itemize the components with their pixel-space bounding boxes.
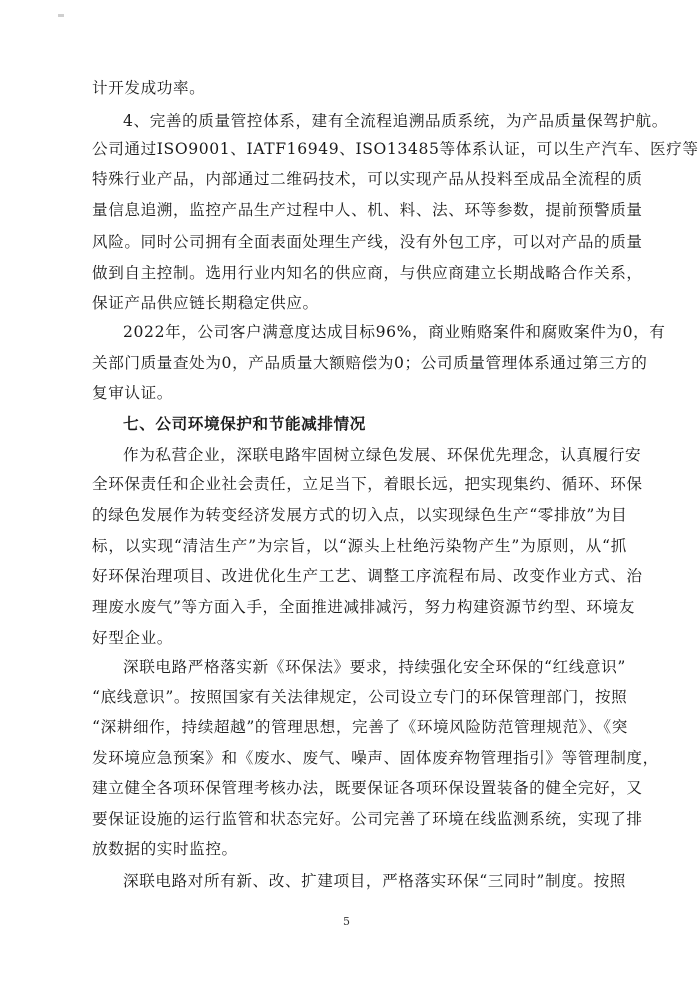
text-line: 全环保责任和企业社会责任，立足当下，着眼长远，把实现集约、循环、环保 xyxy=(92,475,643,493)
text-line: 放数据的实时监控。 xyxy=(92,840,238,858)
text-line: 风险。同时公司拥有全面表面处理生产线，没有外包工序，可以对产品的质量 xyxy=(92,233,643,251)
text-line: “深耕细作，持续超越”的管理思想，完善了《环境风险防范管理规范》、《突 xyxy=(92,718,628,736)
text-line: 理废水废气”等方面入手，全面推进减排减污，努力构建资源节约型、环境友 xyxy=(92,598,635,616)
text-line: 计开发成功率。 xyxy=(92,79,206,97)
text-line: 保证产品供应链长期稳定供应。 xyxy=(92,294,319,312)
text-line: 标，以实现“清洁生产”为宗旨，以“源头上杜绝污染物产生”为原则，从“抓 xyxy=(92,537,627,555)
text-line: 量信息追溯，监控产品生产过程中人、机、料、法、环等参数，提前预警质量 xyxy=(92,201,643,219)
text-line: 好型企业。 xyxy=(92,629,173,647)
text-line: 作为私营企业，深联电路牢固树立绿色发展、环保优先理念，认真履行安 xyxy=(123,446,642,464)
scan-mark xyxy=(58,14,64,17)
text-line: 好环保治理项目、改进优化生产工艺、调整工序流程布局、改变作业方式、治 xyxy=(92,567,643,585)
text-line: 复审认证。 xyxy=(92,384,173,402)
page-number: 5 xyxy=(343,915,350,928)
text-line: “底线意识”。按照国家有关法律规定，公司设立专门的环保管理部门，按照 xyxy=(92,688,628,706)
text-line: 特殊行业产品，内部通过二维码技术，可以实现产品从投料至成品全流程的质 xyxy=(92,170,643,188)
text-line: 的绿色发展作为转变经济发展方式的切入点，以实现绿色生产“零排放”为目 xyxy=(92,506,628,524)
text-line: 2022年，公司客户满意度达成目标96%，商业贿赂案件和腐败案件为0，有 xyxy=(123,323,666,341)
text-line: 关部门质量查处为0，产品质量大额赔偿为0；公司质量管理体系通过第三方的 xyxy=(92,354,648,372)
text-line: 4、完善的质量管控体系，建有全流程追溯品质系统，为产品质量保驾护航。 xyxy=(123,112,668,130)
text-line: 要保证设施的运行监管和状态完好。公司完善了环境在线监测系统，实现了排 xyxy=(92,810,643,828)
text-line: 建立健全各项环保管理考核办法，既要保证各项环保设置装备的健全完好，又 xyxy=(92,779,643,797)
section-heading: 七、公司环境保护和节能减排情况 xyxy=(123,415,366,433)
text-line: 深联电路对所有新、改、扩建项目，严格落实环保“三同时”制度。按照 xyxy=(123,872,626,890)
text-line: 发环境应急预案》和《废水、废气、噪声、固体废弃物管理指引》等管理制度， xyxy=(92,749,659,767)
text-line: 公司通过ISO9001、IATF16949、ISO13485等体系认证，可以生产汽车、医疗等 xyxy=(92,140,699,158)
text-line: 做到自主控制。选用行业内知名的供应商，与供应商建立长期战略合作关系， xyxy=(92,264,643,282)
text-line: 深联电路严格落实新《环保法》要求，持续强化安全环保的“红线意识” xyxy=(123,658,626,676)
